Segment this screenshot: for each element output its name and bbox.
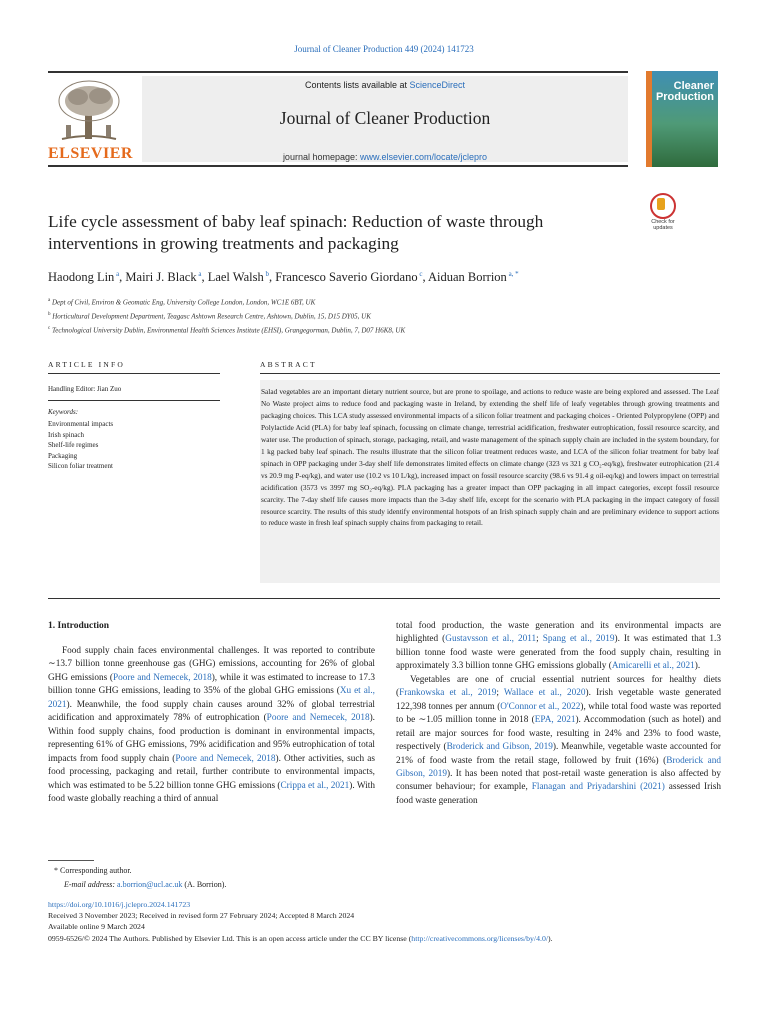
author-affiliation-marker[interactable]: b xyxy=(263,270,269,278)
citation-link[interactable]: Gustavsson et al., 2011 xyxy=(445,634,537,645)
citation-link[interactable]: O'Connor et al., 2022 xyxy=(500,701,581,712)
abstract-rule xyxy=(260,373,720,374)
affiliation-marker: a xyxy=(48,298,51,303)
keyword-item: Environmental impacts xyxy=(48,420,114,428)
corresponding-label: Corresponding author. xyxy=(60,866,132,875)
abstract-heading: ABSTRACT xyxy=(260,360,317,369)
check-for-updates-button[interactable] xyxy=(646,193,680,229)
abstract-text: Salad vegetables are an important dietary nutrient source, but are prone to spoilage, and actions to reduce waste are being explored and assessed. The Leaf No Waste project aims to reduce food and packaging waste in Ireland, by extending the shelf life of leafy vegetables through growing treatments and packaging choices. This LCA study assessed environmental impacts of a silicon foliar treatment and packaging choices - Oriented Polypropylene (OPP) and Polylactide Acid (PLA) for baby leaf spinach, focussing on climate change, terrestrial acidification, freshwater eutrophication, fossil resource scarcity, and water use. The production of spinach, storage, packaging, retail, and waste management of the spinach supply chain are included in the system boundary, for 1 kg packed baby leaf spinach. The results illustrate that the silicon foliar treatment reduces waste, and LCA of the silicon foliar treatment for baby leaf spinach in OPP packaging under 3-day shelf life demonstrates limited effects on climate change (323 vs 321 g CO₂-eq/kg), freshwater eutrophication (21.4 vs 20.9 mg P-eq/kg), and water use (10.2 vs 10 L/kg), increased impact on fossil resource scarcity (98.6 vs 91.4 g oil-eq/kg) and lowers impact on terrestrial acidification (3573 vs 3997 mg SO₂-eq/kg). PLA packaging has a greater impact than OPP packaging in all impact categories, except fossil resource scarcity. The 7-day shelf life causes more impacts than the 3-day shelf life, except for the scenario with PLA packaging in the impact category of fossil resource scarcity. The results of this study identify environmental hotspots of an Irish spinach supply chain and are preliminary evidence to support actions to reduce waste in fresh leaf spinach supply chains from packaging to retail. xyxy=(261,387,719,528)
elsevier-tree-icon xyxy=(52,77,126,147)
citation-link[interactable]: Broderick and Gibson, 2019 xyxy=(396,755,722,779)
author-name[interactable]: Lael Walsh xyxy=(207,270,264,285)
paragraph-text: total food production, the waste generation and its environmental impacts are highlighted ( xyxy=(396,621,721,645)
affiliation-text: Technological University Dublin, Environmental Health Sciences Institute (EHSI), Grangegorman, Dublin, 7, D07 H6K8, UK xyxy=(50,325,406,334)
keywords-rule xyxy=(48,400,220,401)
paragraph-text: ), while total food waste was reported to be ∼1.05 million tonne in 2018 ( xyxy=(396,701,722,726)
homepage-label: journal homepage: xyxy=(282,152,360,162)
corresponding-author-note: * Corresponding author. xyxy=(54,866,132,875)
article-footer xyxy=(48,899,748,944)
intro-paragraph-1 xyxy=(48,645,375,806)
email-label: E-mail address: xyxy=(64,880,118,889)
license-suffix: ). xyxy=(548,933,553,943)
article-info-rule xyxy=(48,373,220,374)
affiliation-list xyxy=(48,295,728,336)
email-link[interactable]: a.borrion@ucl.ac.uk xyxy=(117,880,183,889)
affiliation-marker: b xyxy=(48,311,51,317)
check-updates-icon xyxy=(650,193,676,219)
paragraph-text: ). Within food supply chains, food production is dominant in environmental impacts, representing 61% of GHG emissions, 79% acidification and 95% eutrophication of total impacts from food supply chain ( xyxy=(48,713,375,764)
author-affiliation-marker[interactable]: a, * xyxy=(506,270,519,278)
paragraph-text: Vegetables are one of crucial essential nutrient sources for healthy diets ( xyxy=(396,674,721,699)
footnote-rule xyxy=(48,860,94,861)
intro-paragraph-2 xyxy=(396,674,721,809)
citation-link[interactable]: Wallace et al., 2020 xyxy=(503,688,586,699)
citation-link[interactable]: Frankowska et al., 2019 xyxy=(399,688,497,699)
citation-link[interactable]: EPA, 2021 xyxy=(534,715,576,726)
paragraph-text: assessed Irish food waste generation xyxy=(396,782,722,806)
handling-editor: Handling Editor: Jian Zuo xyxy=(48,385,122,393)
affiliation-marker: c xyxy=(48,325,51,331)
journal-banner xyxy=(142,76,628,162)
homepage-line xyxy=(142,152,628,162)
affiliation-text: Dept of Civil, Environ & Geomatic Eng, University College London, London, WC1E 6BT, UK xyxy=(50,298,316,307)
affiliation-item xyxy=(48,323,728,337)
journal-title: Journal of Cleaner Production xyxy=(279,108,491,128)
publisher-name: ELSEVIER xyxy=(48,145,133,162)
journal-cover[interactable] xyxy=(646,71,718,167)
keyword-item: Silicon foliar treatment xyxy=(48,462,113,470)
cover-title-line2: Production xyxy=(655,91,714,103)
cover-title xyxy=(656,81,714,103)
journal-header xyxy=(48,71,720,167)
body-column-right xyxy=(396,620,721,808)
section-divider xyxy=(48,598,720,599)
author-affiliation-marker[interactable]: a xyxy=(114,270,120,278)
article-info-heading: ARTICLE INFO xyxy=(48,360,125,369)
citation-link[interactable]: Xu et al., 2021 xyxy=(48,686,375,710)
citation-link[interactable]: Poore and Nemecek, 2018 xyxy=(112,672,212,683)
paragraph-text: ; xyxy=(496,688,504,699)
citation-link[interactable]: Broderick and Gibson, 2019 xyxy=(446,742,553,753)
contents-prefix: Contents lists available at xyxy=(304,80,410,90)
paragraph-text: ). Meanwhile, the food supply chain causes around 32% of global terrestrial acidification and approximately 78% of eutrophication ( xyxy=(48,699,375,724)
sciencedirect-link[interactable]: ScienceDirect xyxy=(409,80,466,90)
author-name[interactable]: Aiduan Borrion xyxy=(428,270,507,285)
cover-title-line1: Cleaner xyxy=(673,80,714,92)
license-link[interactable]: http://creativecommons.org/licenses/by/4.0/ xyxy=(411,933,549,943)
paragraph-text: ; xyxy=(536,634,543,645)
author-name[interactable]: Francesco Saverio Giordano xyxy=(275,270,418,285)
intro-paragraph-1-continued xyxy=(396,620,721,674)
author-affiliation-marker[interactable]: a xyxy=(196,270,202,278)
citation-link[interactable]: Poore and Nemecek, 2018 xyxy=(266,713,370,724)
paragraph-text: ). Irish vegetable waste generated 122,398 tonnes per annum ( xyxy=(396,688,722,712)
introduction-heading: 1. Introduction xyxy=(48,621,110,631)
keyword-item: Shelf-life regimes xyxy=(48,441,99,449)
title-line-2: interventions in growing treatments and packaging xyxy=(48,234,399,253)
affiliation-text: Horticultural Development Department, Teagasc Ashtown Research Centre, Ashtown, Dublin, 15, D15 DY05, UK xyxy=(50,312,371,321)
keyword-item: Packaging xyxy=(48,451,78,460)
received-dates: Received 3 November 2023; Received in revised form 27 February 2024; Accepted 8 March 2024 xyxy=(48,911,355,921)
journal-reference[interactable]: Journal of Cleaner Production 449 (2024) 141723 xyxy=(294,44,474,54)
author-affiliation-marker[interactable]: c xyxy=(417,270,423,278)
paragraph-text: ). xyxy=(694,661,701,672)
paragraph-text: ). Meanwhile, vegetable waste accounted for 21% of food waste from the retail stage, followed by fruit (16%) ( xyxy=(396,742,721,766)
license-line xyxy=(48,933,748,944)
email-suffix: (A. Borrion). xyxy=(182,880,227,889)
affiliation-item xyxy=(48,309,728,323)
license-prefix: 0959-6526/© 2024 The Authors. Published by Elsevier Ltd. This is an open access article under the CC BY license ( xyxy=(48,933,412,943)
doi-link[interactable]: https://doi.org/10.1016/j.jclepro.2024.141723 xyxy=(48,900,191,909)
article-title xyxy=(48,211,628,255)
homepage-link[interactable]: www.elsevier.com/locate/jclepro xyxy=(360,152,488,162)
paragraph-text: ). Accommodation (such as hotel) and retail are major sources for food waste, resulting in 24% and 23% to food waste, respectively ( xyxy=(396,715,721,753)
contents-line xyxy=(142,80,628,90)
keyword-item: Irish spinach xyxy=(48,430,84,439)
author-name[interactable]: Haodong Lin xyxy=(48,270,115,285)
email-note xyxy=(64,880,226,889)
paragraph-text: ). It was estimated that 1.3 billion tonne food waste were generated from the food supply chain, resulting in approximately 3.3 billion tonne GHG emissions globally ( xyxy=(396,634,721,672)
cover-stripe xyxy=(646,71,652,167)
affiliation-item xyxy=(48,295,728,309)
citation-link[interactable]: Crippa et al., 2021 xyxy=(280,780,350,791)
paragraph-text: Food supply chain faces environmental challenges. It was reported to contribute ∼13.7 billion tonne greenhouse gas (GHG) emissions, accounting for 26% of global GHG emissions ( xyxy=(48,646,375,683)
paragraph-text: ). Other activities, such as food processing, packaging and retail, further contribute to environmental impacts, which was estimated to be 5.22 billion tonne GHG emissions ( xyxy=(48,753,375,791)
header-top-rule xyxy=(48,71,628,73)
paragraph-text: ). It has been noted that post-retail waste generation is also affected by consumer behaviour; for example, xyxy=(396,768,721,793)
keyword-list xyxy=(48,419,113,472)
elsevier-logo xyxy=(48,77,133,163)
author-list: Haodong Lin $^a$, Mairi J. Black $^a$, Lael Walsh $^b$, Francesco Saverio Giordano $^c$, Aiduan Borrion $^{a, *}$ xyxy=(48,270,519,285)
paragraph-text: ), while it was estimated to increase to 17.3 billion tonne GHG emissions, leading to 35% of the global GHG emissions ( xyxy=(48,672,375,697)
author-name[interactable]: Mairi J. Black xyxy=(125,270,197,285)
citation-link[interactable]: Amicarelli et al., 2021 xyxy=(611,661,695,672)
body-column-left xyxy=(48,645,375,806)
citation-link[interactable]: Flanagan and Priyadarshini (2021) xyxy=(531,782,665,793)
citation-link[interactable]: Poore and Nemecek, 2018 xyxy=(175,753,276,764)
citation-link[interactable]: Spang et al., 2019 xyxy=(542,634,615,645)
title-line-1: Life cycle assessment of baby leaf spinach: Reduction of waste through xyxy=(48,212,544,231)
keywords-label: Keywords: xyxy=(48,408,79,416)
check-updates-label: Check for updates xyxy=(651,219,675,231)
paragraph-text: ). With food waste globally reaching a third of annual xyxy=(48,780,375,804)
available-online: Available online 9 March 2024 xyxy=(48,922,145,932)
header-bottom-rule xyxy=(48,165,628,167)
